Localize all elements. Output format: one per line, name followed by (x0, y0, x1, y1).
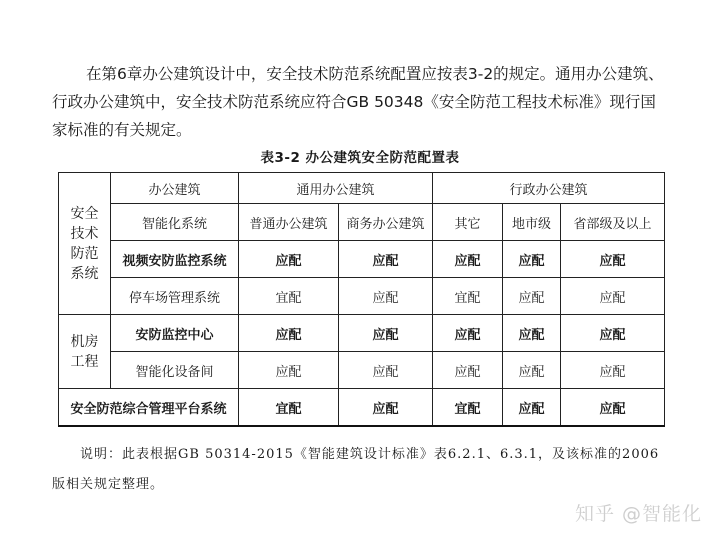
table-caption: 表3-2 办公建筑安全防范配置表 (260, 150, 460, 166)
cell-value: 应配 (433, 315, 503, 352)
cell-value: 应配 (503, 352, 561, 389)
table-row (59, 352, 665, 389)
cell-value: 宜配 (433, 389, 503, 427)
cell-value: 应配 (561, 315, 665, 352)
header-col-ordinary: 普通办公建筑 (239, 204, 339, 241)
cell-value: 宜配 (239, 278, 339, 315)
row-name: 安防监控中心 (111, 315, 239, 352)
header-admin-office: 行政办公建筑 (433, 173, 665, 204)
row-name: 智能化设备间 (111, 352, 239, 389)
cell-value: 宜配 (239, 389, 339, 427)
row-name: 安全防范综合管理平台系统 (59, 389, 239, 427)
cell-value: 应配 (239, 315, 339, 352)
cell-value: 应配 (503, 389, 561, 427)
table-note (52, 440, 692, 500)
intro-line: 行政办公建筑中，安全技术防范系统应符合GB 50348《安全防范工程技术标准》现行国 (52, 93, 656, 111)
row-name: 视频安防监控系统 (111, 241, 239, 278)
header-general-office: 通用办公建筑 (239, 173, 433, 204)
security-config-table (58, 172, 665, 427)
header-col-province: 省部级及以上 (561, 204, 665, 241)
cell-value: 应配 (433, 352, 503, 389)
intro-line: 在第6章办公建筑设计中，安全技术防范系统配置应按表3-2的规定。通用办公建筑、 (86, 65, 664, 83)
cell-value: 应配 (339, 241, 433, 278)
table-subheader-row (59, 204, 665, 241)
cell-value: 应配 (339, 278, 433, 315)
table-row (59, 315, 665, 352)
cell-value: 应配 (339, 315, 433, 352)
cell-value: 宜配 (433, 278, 503, 315)
cell-value: 应配 (339, 389, 433, 427)
table-row (59, 241, 665, 278)
table-header-row (59, 173, 665, 204)
cell-value: 应配 (503, 241, 561, 278)
cell-value: 应配 (239, 352, 339, 389)
table-row (59, 389, 665, 427)
intro-line: 家标准的有关规定。 (52, 121, 192, 139)
header-col-commercial: 商务办公建筑 (339, 204, 433, 241)
cell-value: 应配 (561, 389, 665, 427)
group-label-machine-room: 机房工程 (59, 315, 111, 389)
intro-paragraph (52, 60, 692, 144)
note-line: 版相关规定整理。 (52, 477, 165, 492)
cell-value: 应配 (503, 315, 561, 352)
cell-value: 应配 (339, 352, 433, 389)
cell-value: 应配 (239, 241, 339, 278)
header-system: 智能化系统 (111, 204, 239, 241)
cell-value: 应配 (433, 241, 503, 278)
table-row (59, 278, 665, 315)
watermark: 知乎 @智能化 (574, 503, 702, 525)
note-line: 说明：此表根据GB 50314-2015《智能建筑设计标准》表6.2.1、6.3.1，及该标准的2006 (80, 447, 660, 462)
cell-value: 应配 (561, 352, 665, 389)
header-col-other: 其它 (433, 204, 503, 241)
row-name: 停车场管理系统 (111, 278, 239, 315)
cell-value: 应配 (561, 241, 665, 278)
header-col-city: 地市级 (503, 204, 561, 241)
group-label-security: 安全技术防范系统 (59, 173, 111, 315)
cell-value: 应配 (561, 278, 665, 315)
cell-value: 应配 (503, 278, 561, 315)
header-building: 办公建筑 (111, 173, 239, 204)
